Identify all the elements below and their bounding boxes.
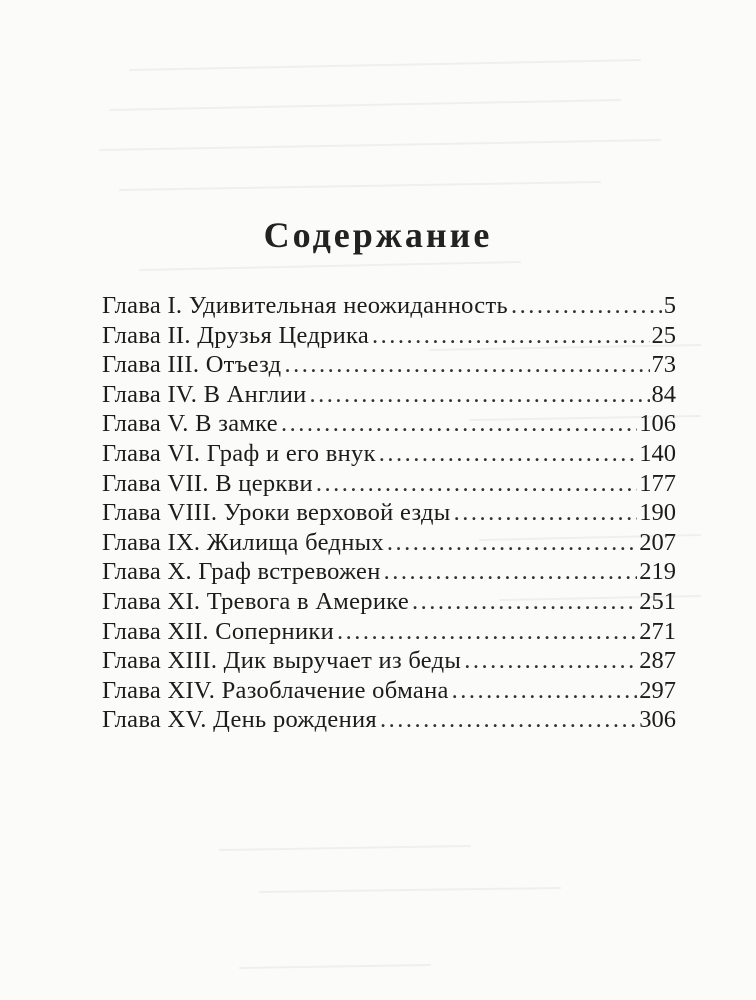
dot-leader	[310, 380, 650, 410]
chapter-title: Глава III. Отъезд	[102, 351, 282, 379]
chapter-title: Глава IV. В Англии	[102, 380, 307, 408]
chapter-title: Глава XIV. Разоблачение обмана	[102, 676, 449, 704]
toc-entry	[102, 705, 676, 735]
dot-leader	[380, 705, 637, 735]
page-number: 25	[651, 321, 676, 349]
dot-leader	[316, 469, 637, 499]
table-of-contents	[102, 291, 676, 735]
page-number: 84	[651, 380, 676, 408]
toc-entry	[102, 498, 676, 528]
dot-leader	[337, 617, 637, 647]
page-number: 190	[639, 499, 676, 527]
toc-entry	[102, 321, 676, 351]
page-title: Содержание	[263, 215, 493, 255]
toc-entry	[102, 617, 676, 647]
dot-leader	[464, 646, 637, 676]
page-number: 207	[639, 528, 676, 556]
toc-entry	[102, 439, 676, 469]
chapter-title: Глава XV. День рождения	[102, 706, 377, 734]
dot-leader	[372, 321, 649, 351]
dot-leader	[281, 409, 637, 439]
page-number: 5	[663, 292, 676, 319]
page-number: 140	[639, 439, 676, 467]
dot-leader	[412, 587, 637, 617]
toc-entry	[102, 528, 676, 558]
dot-leader	[384, 557, 638, 587]
dot-leader	[454, 498, 638, 528]
toc-entry	[102, 646, 676, 676]
chapter-title: Глава X. Граф встревожен	[102, 558, 381, 586]
dot-leader	[387, 528, 637, 558]
dot-leader	[284, 350, 649, 380]
toc-entry	[102, 676, 676, 706]
page-number: 306	[639, 706, 676, 734]
page-number: 297	[639, 676, 676, 704]
dot-leader	[511, 291, 662, 321]
chapter-title: Глава V. В замке	[102, 410, 278, 438]
chapter-title: Глава VII. В церкви	[102, 469, 313, 497]
page-number: 219	[639, 558, 676, 586]
page-number: 73	[651, 351, 676, 379]
page-number: 271	[639, 617, 676, 645]
chapter-title: Глава II. Друзья Цедрика	[102, 321, 370, 349]
chapter-title: Глава IX. Жилища бедных	[102, 528, 384, 556]
page-number: 251	[639, 587, 676, 615]
chapter-title: Глава I. Удивительная неожиданность	[102, 292, 508, 319]
toc-entry	[102, 557, 676, 587]
page-number: 287	[639, 647, 676, 675]
chapter-title: Глава XII. Соперники	[102, 617, 334, 645]
dot-leader	[379, 439, 637, 469]
chapter-title: Глава VI. Граф и его внук	[102, 439, 376, 467]
toc-entry	[102, 291, 676, 321]
toc-entry	[102, 409, 676, 439]
page-number: 106	[639, 410, 676, 438]
chapter-title: Глава XIII. Дик выручает из беды	[102, 647, 462, 675]
chapter-title: Глава XI. Тревога в Америке	[102, 587, 410, 615]
toc-entry	[102, 587, 676, 617]
dot-leader	[452, 676, 638, 706]
toc-entry	[102, 380, 676, 410]
chapter-title: Глава VIII. Уроки верховой езды	[102, 499, 451, 527]
page-number: 177	[639, 469, 676, 497]
toc-entry	[102, 350, 676, 380]
toc-entry	[102, 469, 676, 499]
